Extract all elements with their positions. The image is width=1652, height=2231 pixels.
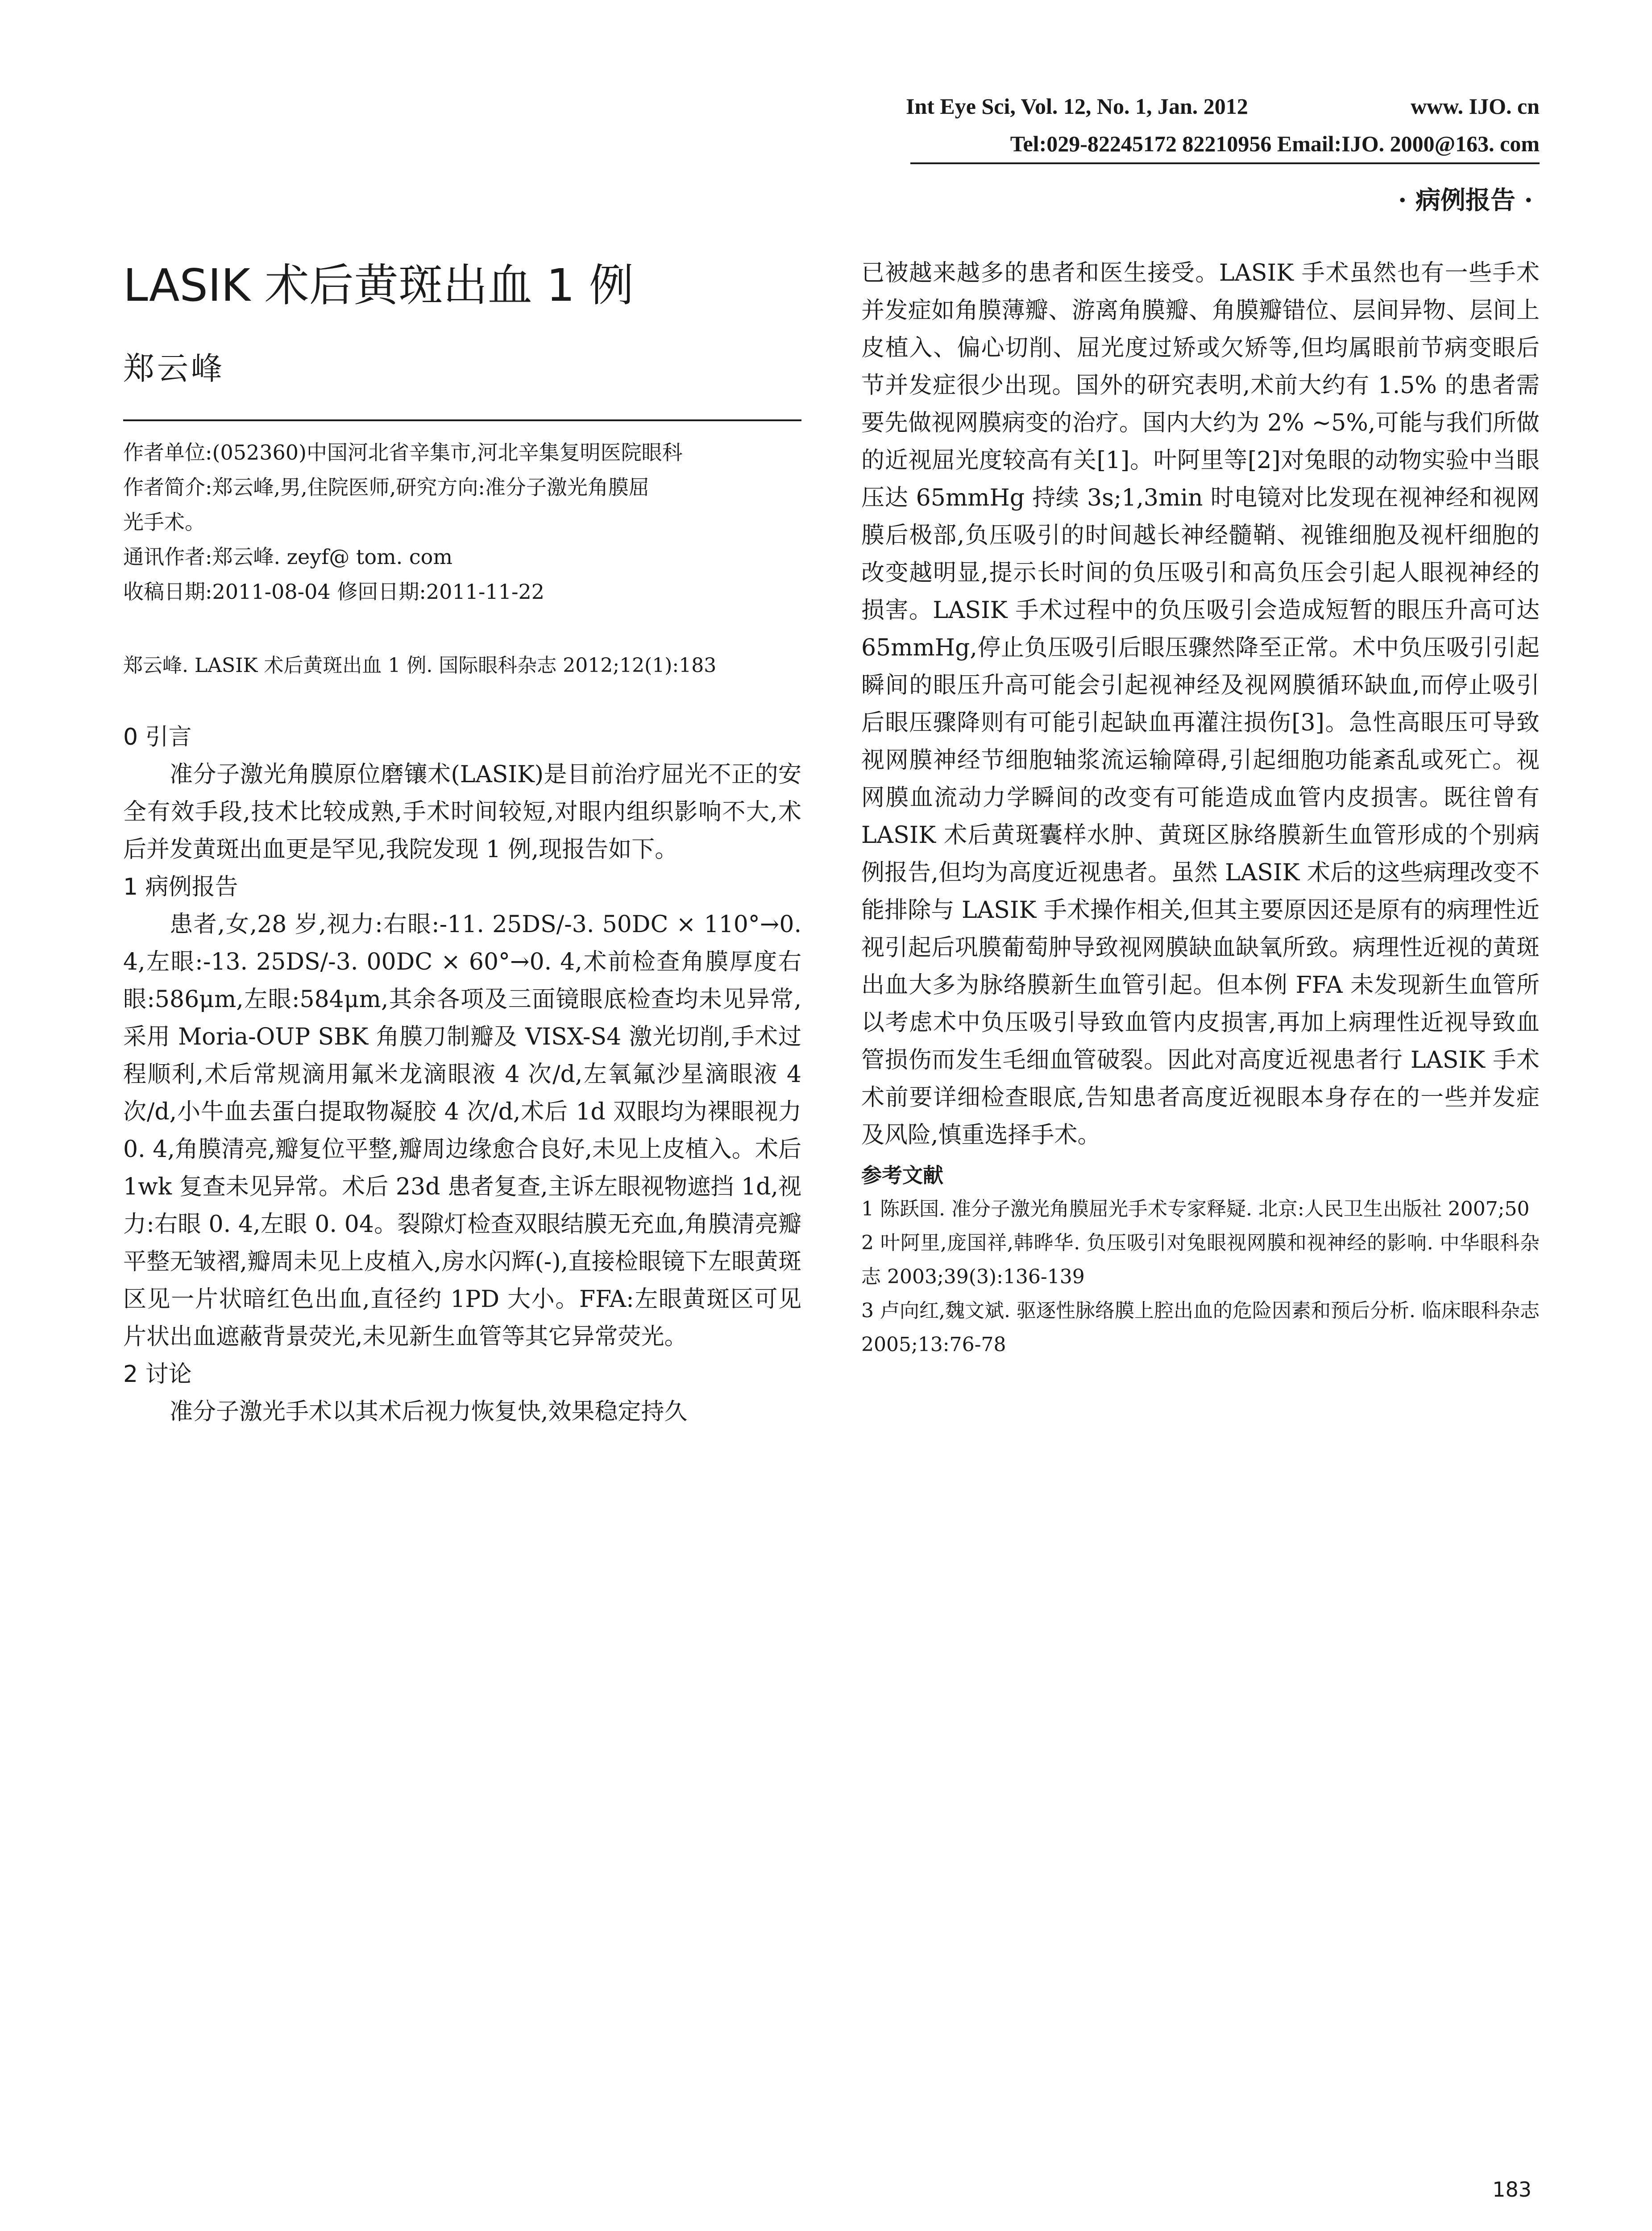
case-paragraph: 患者,女,28 岁,视力:右眼:-11. 25DS/-3. 50DC × 110°→0. 4,左眼:-13. 25DS/-3. 00DC × 60°→0. 4,术前检查角膜厚度右眼:586μm,左眼:584μm,其余各项及三面镜眼底检查均未见异常,采用 Moria-OUP SBK 角膜刀制瓣及 VISX-S4 激光切削,手术过程顺利,术后常规滴用氟米龙滴眼液 4 次/d,左氧氟沙星滴眼液 4 次/d,小牛血去蛋白提取物凝胶 4 次/d,术后 1d 双眼均为裸眼视力 0. 4,角膜清亮,瓣复位平整,瓣周边缘愈合良好,未见上皮植入。术后 1wk 复查未见异常。术后 23d 患者复查,主诉左眼视物遮挡 1d,视力:右眼 0. 4,左眼 0. 04。裂隙灯检查双眼结膜无充血,角膜清亮瓣平整无皱褶,瓣周未见上皮植入,房水闪辉(-),直接检眼镜下左眼黄斑区见一片状暗红色出血,直径约 1PD 大小。FFA:左眼黄斑区可见片状出血遮蔽背景荧光,未见新生血管等其它异常荧光。 — [123, 911, 801, 1350]
page-number: 183 — [1492, 2177, 1532, 2202]
article-title: LASIK 术后黄斑出血 1 例 — [123, 259, 634, 311]
correspondence: 通讯作者:郑云峰. zeyf@ tom. com — [123, 545, 452, 569]
author-bio: 作者简介:郑云峰,男,住院医师,研究方向:准分子激光角膜屈 — [123, 475, 649, 499]
affiliation: 作者单位:(052360)中国河北省辛集市,河北辛集复明医院眼科 — [123, 440, 683, 464]
author-bio-continued: 光手术。 — [123, 510, 205, 534]
discussion-heading: 2 讨论 — [123, 1361, 192, 1388]
discussion-paragraph-start: 准分子激光手术以其术后视力恢复快,效果稳定持久 — [170, 1398, 688, 1425]
journal-contact: Tel:029-82245172 82210956 Email:IJO. 2000@163. com — [1010, 131, 1540, 156]
journal-info: Int Eye Sci, Vol. 12, No. 1, Jan. 2012 — [906, 94, 1248, 119]
references-heading: 参考文献 — [861, 1163, 943, 1187]
title-rule — [123, 419, 801, 421]
left-column — [123, 718, 801, 1431]
intro-paragraph: 准分子激光角膜原位磨镶术(LASIK)是目前治疗屈光不正的安全有效手段,技术比较成熟,手术时间较短,对眼内组织影响不大,术后并发黄斑出血更是罕见,我院发现 1 例,现报告如下。 — [123, 761, 801, 863]
reference-item: 1 陈跃国. 准分子激光角膜屈光手术专家释疑. 北京:人民卫生出版社 2007;50 — [861, 1198, 1530, 1220]
discussion-paragraph-continued: 已被越来越多的患者和医生接受。LASIK 手术虽然也有一些手术并发症如角膜薄瓣、游离角膜瓣、角膜瓣错位、层间异物、层间上皮植入、偏心切削、屈光度过矫或欠矫等,但均属眼前节病变眼后节并发症很少出现。国外的研究表明,术前大约有 1.5% 的患者需要先做视网膜病变的治疗。国内大约为 2% ~5%,可能与我们所做的近视屈光度较高有关[1]。叶阿里等[2]对兔眼的动物实验中当眼压达 65mmHg 持续 3s;1,3min 时电镜对比发现在视神经和视网膜后极部,负压吸引的时间越长神经髓鞘、视锥细胞及视杆细胞的改变越明显,提示长时间的负压吸引和高负压会引起人眼视神经的损害。LASIK 手术过程中的负压吸引会造成短暂的眼压升高可达 65mmHg,停止负压吸引后眼压骤然降至正常。术中负压吸引引起瞬间的眼压升高可能会引起视神经及视网膜循环缺血,而停止吸引后眼压骤降则有可能引起缺血再灌注损伤[3]。急性高眼压可导致视网膜神经节细胞轴浆流运输障碍,引起细胞功能紊乱或死亡。视网膜血流动力学瞬间的改变有可能造成血管内皮损害。既往曾有 LASIK 术后黄斑囊样水肿、黄斑区脉络膜新生血管形成的个别病例报告,但均为高度近视患者。虽然 LASIK 术后的这些病理改变不能排除与 LASIK 手术操作相关,但其主要原因还是原有的病理性近视引起后巩膜葡萄肿导致视网膜缺血缺氧所致。病理性近视的黄斑出血大多为脉络膜新生血管引起。但本例 FFA 未发现新生血管所以考虑术中负压吸引导致血管内皮损害,再加上病理性近视导致血管损伤而发生毛细血管破裂。因此对高度近视患者行 LASIK 手术术前要详细检查眼底,告知患者高度近视眼本身存在的一些并发症及风险,慎重选择手术。 — [861, 260, 1540, 1149]
journal-website: www. IJO. cn — [1411, 94, 1540, 119]
header-rule — [910, 162, 1540, 164]
dates: 收稿日期:2011-08-04 修回日期:2011-11-22 — [123, 580, 545, 604]
author-metadata — [123, 435, 801, 609]
section-tag: · 病例报告 · — [1398, 186, 1533, 215]
reference-item: 2 叶阿里,庞国祥,韩晔华. 负压吸引对兔眼视网膜和视神经的影响. 中华眼科杂志 2003;39(3):136-139 — [861, 1232, 1540, 1288]
right-column — [861, 254, 1540, 1362]
citation: 郑云峰. LASIK 术后黄斑出血 1 例. 国际眼科杂志 2012;12(1):183 — [123, 654, 717, 677]
case-heading: 1 病例报告 — [123, 874, 238, 900]
intro-heading: 0 引言 — [123, 724, 192, 751]
article-author: 郑云峰 — [123, 350, 225, 387]
reference-item: 3 卢向红,魏文斌. 驱逐性脉络膜上腔出血的危险因素和预后分析. 临床眼科杂志 2005;13:76-78 — [861, 1299, 1540, 1356]
